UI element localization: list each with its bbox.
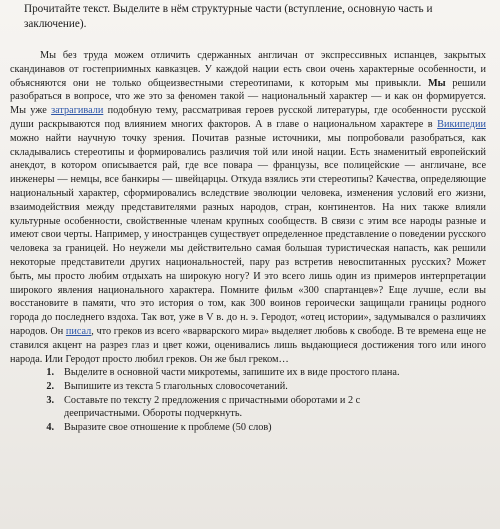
question-text: Составьте по тексту 2 предложения с причастными оборотами и 2 с деепричастными. Обороты подчеркнуть. (64, 394, 361, 420)
main-text (10, 49, 486, 366)
question-number: 3. (46, 394, 54, 406)
text-part-4: можно найти научную точку зрения. Почитав разные источники, мы попробовали разобраться, как складывались стереотипы и формировались различия той или иной нации. Есть знаменитый европейский анекдот, в котором описывается рай, где все повара — французы, все полицейские — англичане, все инженеры — немцы, все банкиры — швейцарцы. Откуда взялись эти стереотипы? Качества, определяющие национальный характер, сформировались вследствие эволюции человека, изменения условий его жизни, взаимодействия между представителями разных народов, стран, континентов. На них также влияли культурные особенности, свойственные членам крупных сообществ. В связи с этим все народы разные и имеют свои черты. Например, у иностранцев существует определенное представление о поведении русского человека за границей. Но неужели мы действительно самая большая туристическая напасть, как решили некоторые представители других национальностей, пару раз встретив невоспитанных русских? Может быть, мы просто любим отдыхать на широкую ногу? И это всего лишь один из примеров интерпретации широкого явления национального характера. Помните фильм «300 спартанцев»? Еще лучше, если вы восстановите в памяти, что это история о том, как 300 воинов героически защищали границы родного города до последнего вздоха. Так вот, уже в V в. до н. э. Геродот, «отец истории», задумывался о различиях народов. Он (10, 132, 486, 337)
question-number: 2. (46, 380, 54, 392)
question-number: 1. (46, 367, 54, 379)
link-pisal[interactable]: писал (65, 325, 92, 337)
text-part-3: подобную тему, рассматривая героев русской литературы, где особенности русской души раскрываются под влиянием многих факторов. А в главе о национальном характере в (10, 105, 486, 130)
text-bold-word: Мы (427, 77, 446, 89)
text-part-1: Мы без труда можем отличить сдержанных англичан от экспрессивных испанцев, закрытых скандинавов от гостеприимных кавказцев. У каждой нации есть свои очень характерные особенности, и объясняются они не только общеизвестными стереотипами, к которым мы привыкли. (10, 50, 486, 89)
link-wikipedia[interactable]: Википедии (437, 118, 486, 130)
main-paragraph (10, 49, 486, 366)
question-text: Выразите свое отношение к проблеме (50 слов) (64, 421, 272, 433)
link-zatragivali[interactable]: затрагивали (51, 105, 104, 117)
question-number: 4. (46, 421, 54, 433)
question-item (10, 380, 486, 394)
question-text: Выпишите из текста 5 глагольных словосочетаний. (64, 380, 288, 392)
question-item (10, 421, 486, 435)
text-part-5: , что греков из всего «варварского мира» выделяет любовь к свободе. В те времена еще не ставился акцент на разрез глаз и цвет кожи, оценивались лишь выдающиеся достижения того или иного народа. Или Геродот просто любил греков. Он же был греком… (10, 325, 486, 365)
task-instruction: Прочитайте текст. Выделите в нём структурные части (вступление, основную часть и заключение). (24, 3, 433, 30)
question-text: Выделите в основной части микротемы, запишите их в виде простого плана. (64, 367, 400, 379)
question-item (10, 366, 486, 380)
text-part-2: решили разобраться в вопросе, что же это за феномен такой — национальный характер — и как он формируется. Мы уже (10, 77, 486, 117)
question-item (10, 394, 486, 421)
question-list (10, 366, 486, 434)
